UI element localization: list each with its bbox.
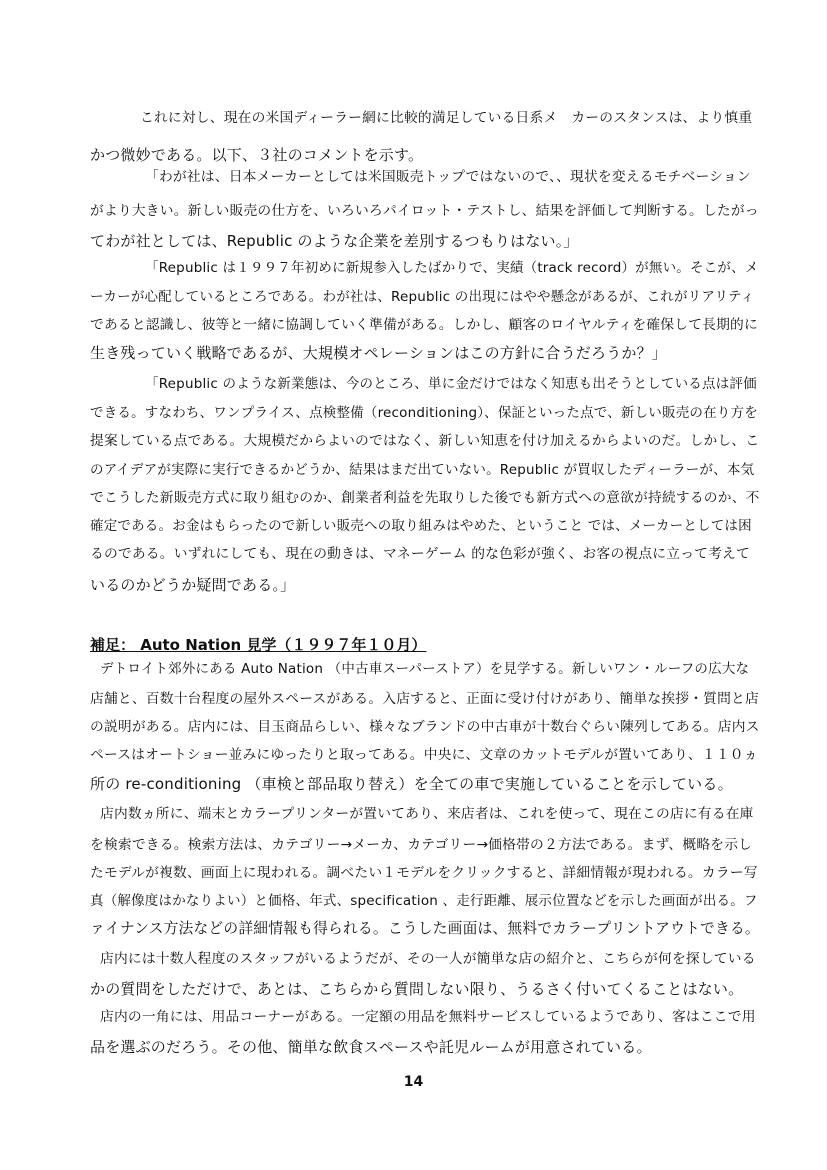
paragraph-line: のアイデアが実際に実行できるかどうか、結果はまだ出ていない。Republic が買収したディーラーが、本気 [90,462,755,478]
paragraph-line: 店内数ヵ所に、端末とカラープリンターが置いてあり、来店者は、これを使って、現在この店に有る在庫 [100,806,754,822]
paragraph-line: たモデルが複数、画面上に現われる。調べたい１モデルをクリックすると、詳細情報が現われる。カラー写 [90,865,758,881]
paragraph-line: 店舗と、百数十台程度の屋外スペースがある。入店すると、正面に受け付けがあり、簡単な挨拶・質問と店 [90,691,759,707]
paragraph-line: 「Republic は１９９７年初めに新規参入したばかりで、実績（track record）が無い。そこが、メ [145,260,759,276]
paragraph-line: かつ微妙である。以下、３社のコメントを示す。 [90,146,424,164]
paragraph-line: ーカーが心配しているところである。わが社は、Republic の出現にはやや懸念があるが、これがリアリティ [90,289,755,305]
paragraph-line: るのである。いずれにしても、現在の動きは、マネーゲーム 的な色彩が強く、お客の視点に立って考えて [90,546,750,562]
paragraph-line: 店内には十数人程度のスタッフがいるようだが、その一人が簡単な店の紹介と、こちらが何を探している [100,951,756,967]
paragraph-line: 店内の一角には、用品コーナーがある。一定額の用品を無料サービスしているようであり、客はここで用 [100,1009,756,1025]
paragraph-line: これに対し、現在の米国ディーラー網に比較的満足している日系メ カーのスタンスは、より慎重 [140,110,753,126]
paragraph-line: であると認識し、彼等と一緒に協調していく準備がある。しかし、顧客のロイヤルティを確保して長期的に [90,317,758,333]
page-number: 14 [403,1074,424,1090]
paragraph-line: デトロイト郊外にある Auto Nation （中古車スーパーストア）を見学する。新しいワン・ルーフの広大な [100,661,750,677]
paragraph-line: 提案している点である。大規模だからよいのではなく、新しい知恵を付け加えるからよいのだ。しかし、こ [90,433,760,449]
paragraph-line: てわが社としては、Republic のような企業を差別するつもりはない。」 [90,232,579,250]
paragraph-line: 生き残っていく戦略であるが、大規模オペレーションはこの方針に合うだろうか？」 [90,344,668,362]
paragraph-line: 確定である。お金はもらったので新しい販売への取り組みはやめた、ということ では、メーカーとしては困 [90,518,752,534]
paragraph-line: の説明がある。店内には、目玉商品らしい、様々なブランドの中古車が十数台ぐらい陳列してある。店内ス [90,719,760,735]
paragraph-line: でこうした新販売方式に取り組むのか、創業者利益を先取りした後でも新方式への意欲が持続するのか、不 [90,490,760,506]
paragraph-line: できる。すなわち、ワンプライス、点検整備（reconditioning）、保証といった点で、新しい販売の在り方を [90,405,758,421]
paragraph-line: いるのかどうか疑問である。」 [90,576,296,594]
paragraph-line: がより大きい。新しい販売の仕方を、いろいろパイロット・テストし、結果を評価して判断する。したがっ [90,203,759,219]
paragraph-line: 「わが社は、日本メーカーとしては米国販売トップではないので、、現状を変えるモチベーション [145,169,751,185]
paragraph-line: かの質問をしただけで、あとは、こちらから質問しない限り、うるさく付いてくることはない。 [90,980,744,998]
paragraph-line: ァイナンス方法などの詳細情報も得られる。こうした画面は、無料でカラープリントアウトできる。 [90,920,760,937]
paragraph-line: を検索できる。検索方法は、カテゴリー→メーカ、カテゴリー→価格帯の２方法である。まず、概略を示し [90,837,753,853]
paragraph-line: 「Republic のような新業態は、今のところ、単に金だけではなく知恵も出そうとしている点は評価 [145,376,757,392]
paragraph-line: 真（解像度はかなりよい）と価格、年式、specification 、走行距離、展示位置などを示した画面が出る。フ [90,893,758,909]
paragraph-line: 所の re-conditioning （車検と部品取り替え）を全ての車で実施していることを示している。 [90,775,733,793]
paragraph-line: 品を選ぶのだろう。その他、簡単な飲食スペースや託児ルームが用意されている。 [90,1038,652,1056]
section-heading: 補足： Auto Nation 見学（１９９７年１０月） [90,636,427,654]
paragraph-line: ペースはオートショー並みにゆったりと取ってある。中央に、文章のカットモデルが置いてあり、１１０ヵ [90,747,758,763]
